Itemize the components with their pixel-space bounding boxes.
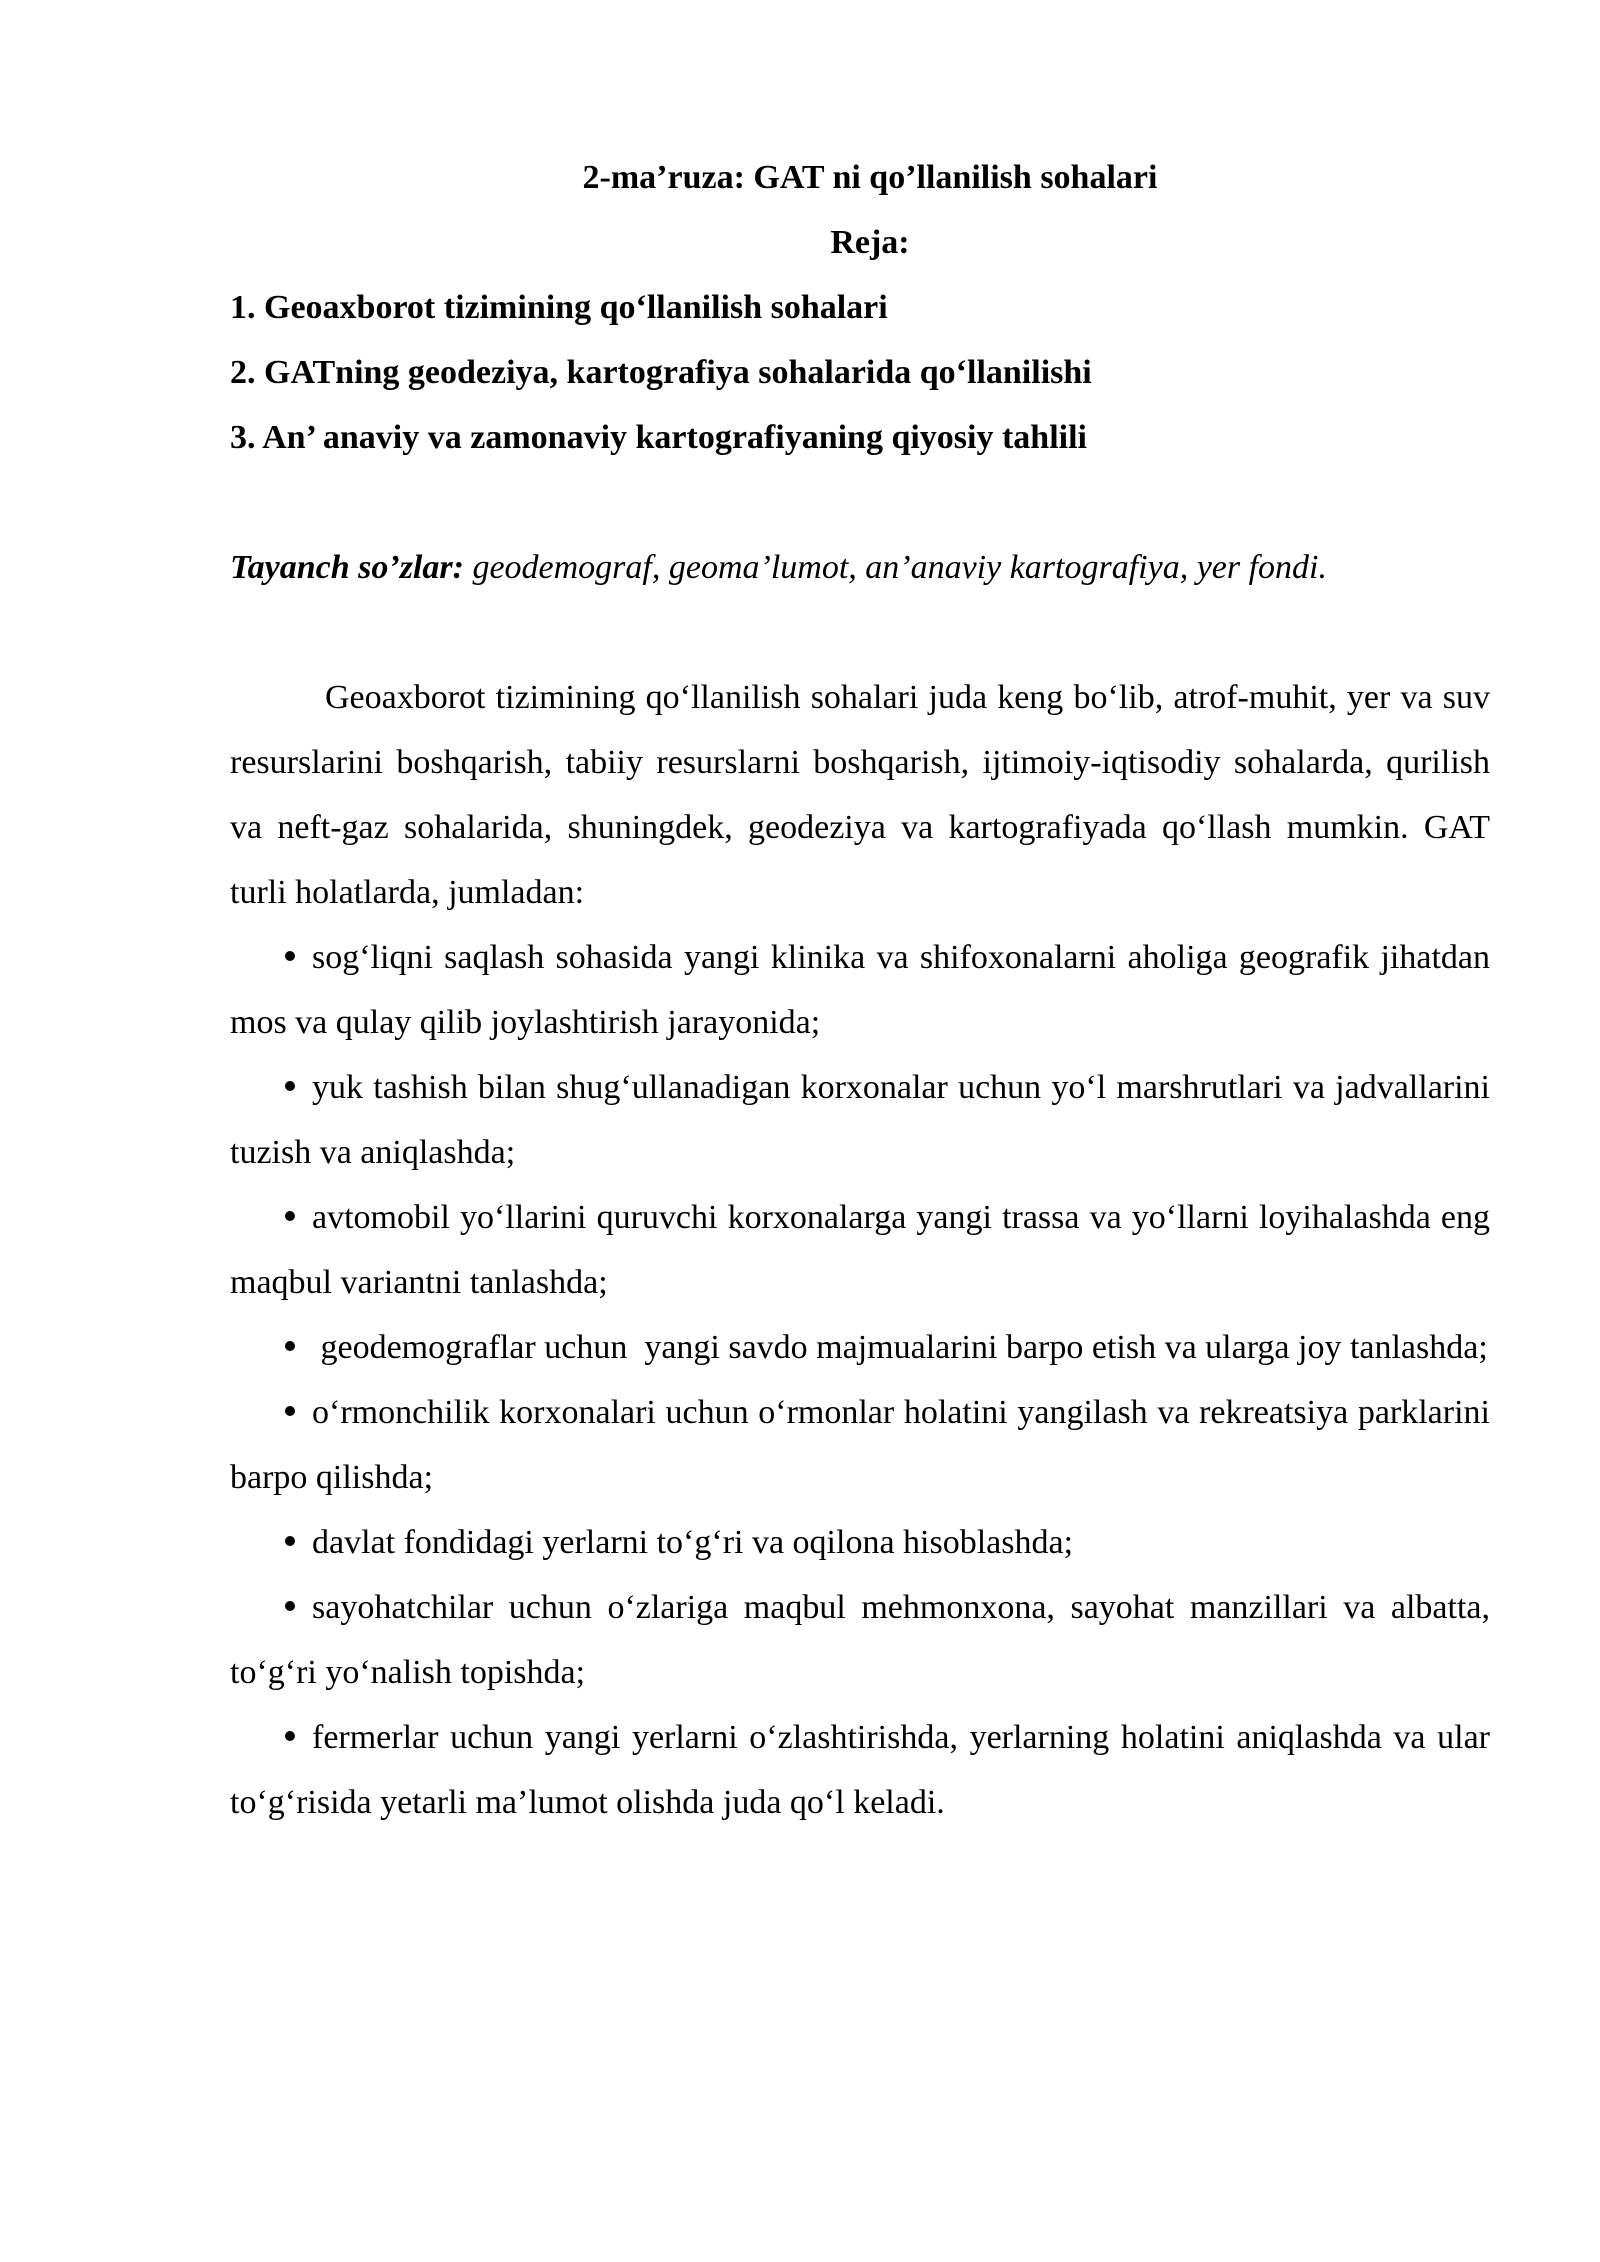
plan-item-3: 3. An’ anaviy va zamonaviy kartografiyaning qiyosiy tahlili [230, 419, 1088, 456]
plan-item-2: 2. GATning geodeziya, kartografiya sohalarida qo‘llanilishi [230, 354, 1092, 391]
bullet-text: yuk tashish bilan shug‘ullanadigan korxonalar uchun yo‘l marshrutlari va jadvallarini tuzish va aniqlashda; [230, 1069, 1490, 1171]
lecture-title: 2-ma’ruza: GAT ni qo’llanilish sohalari [582, 159, 1158, 196]
bullet-dot-icon [285, 1081, 295, 1091]
bullet-item [230, 1575, 1490, 1705]
bullet-text: sayohatchilar uchun o‘zlariga maqbul mehmonxona, sayohat manzillari va albatta, to‘g‘ri yo‘nalish topishda; [230, 1589, 1490, 1691]
bullet-item [230, 1705, 1490, 1835]
bullet-text: fermerlar uchun yangi yerlarni o‘zlashtirishda, yerlarning holatini aniqlashda va ular to‘g‘risida yetarli ma’lumot olishda juda qo‘l keladi. [230, 1719, 1490, 1821]
bullet-item [230, 1315, 1490, 1380]
keywords-text: geodemograf, geoma’lumot, an’anaviy kartografiya, yer fondi. [463, 549, 1328, 586]
document-page [230, 145, 1490, 1835]
bullet-item [230, 925, 1490, 1055]
intro-paragraph: Geoaxborot tizimining qo‘llanilish sohalari juda keng bo‘lib, atrof-muhit, yer va suv resurslarini boshqarish, tabiiy resurslarni boshqarish, ijtimoiy-iqtisodiy sohalarda, qurilish va neft-gaz sohalarida, shuningdek, geodeziya va kartografiyada qo‘llash mumkin. GAT turli holatlarda, jumladan: [230, 679, 1490, 911]
bullet-item [230, 1510, 1490, 1575]
plan-item-1: 1. Geoaxborot tizimining qo‘llanilish sohalari [230, 289, 888, 326]
bullet-dot-icon [285, 1536, 295, 1546]
bullet-dot-icon [285, 1211, 295, 1221]
bullet-dot-icon [285, 1341, 295, 1351]
bullet-dot-icon [285, 951, 295, 961]
keywords-line [230, 535, 1490, 600]
bullet-dot-icon [285, 1731, 295, 1741]
bullet-dot-icon [285, 1601, 295, 1611]
bullet-dot-icon [285, 1406, 295, 1416]
bullet-text: geodemograflar uchun yangi savdo majmualarini barpo etish va ularga joy tanlashda; [312, 1329, 1488, 1366]
bullet-item [230, 1380, 1490, 1510]
bullet-item [230, 1185, 1490, 1315]
bullet-text: davlat fondidagi yerlarni to‘g‘ri va oqilona hisoblashda; [312, 1524, 1074, 1561]
bullet-item [230, 1055, 1490, 1185]
bullet-text: avtomobil yo‘llarini quruvchi korxonalarga yangi trassa va yo‘llarni loyihalashda eng maqbul variantni tanlashda; [230, 1199, 1490, 1301]
keywords-label: Tayanch so’zlar: [230, 549, 464, 586]
plan-heading: Reja: [830, 224, 910, 261]
bullet-text: o‘rmonchilik korxonalari uchun o‘rmonlar holatini yangilash va rekreatsiya parklarini barpo qilishda; [230, 1394, 1490, 1496]
bullet-text: sog‘liqni saqlash sohasida yangi klinika va shifoxonalarni aholiga geografik jihatdan mos va qulay qilib joylashtirish jarayonida; [230, 939, 1490, 1041]
